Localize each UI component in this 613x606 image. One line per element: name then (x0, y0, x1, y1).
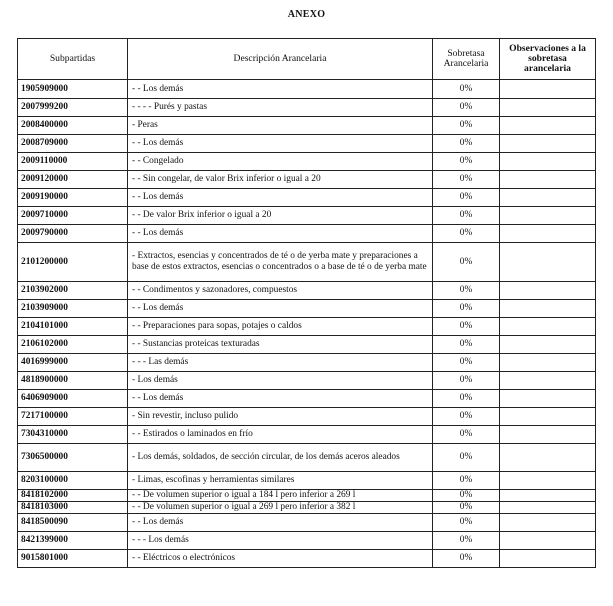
cell-observaciones (500, 444, 596, 472)
cell-subpartida: 8418102000 (18, 490, 128, 502)
cell-sobretasa: 0% (433, 336, 500, 354)
table-body (18, 80, 596, 568)
cell-observaciones (500, 80, 596, 99)
cell-subpartida: 2104101000 (18, 318, 128, 336)
cell-sobretasa: 0% (433, 225, 500, 243)
cell-observaciones (500, 171, 596, 189)
cell-observaciones (500, 153, 596, 171)
cell-descripcion: - - Condimentos y sazonadores, compuestos (128, 282, 433, 300)
cell-descripcion: - - Los demás (128, 300, 433, 318)
cell-sobretasa: 0% (433, 408, 500, 426)
table-row (18, 243, 596, 282)
cell-subpartida: 2106102000 (18, 336, 128, 354)
cell-subpartida: 7304310000 (18, 426, 128, 444)
cell-sobretasa: 0% (433, 207, 500, 225)
cell-observaciones (500, 390, 596, 408)
cell-descripcion: - Los demás (128, 372, 433, 390)
cell-observaciones (500, 514, 596, 532)
cell-subpartida: 2101200000 (18, 243, 128, 282)
cell-sobretasa: 0% (433, 390, 500, 408)
table-row (18, 318, 596, 336)
cell-sobretasa: 0% (433, 472, 500, 490)
cell-sobretasa: 0% (433, 490, 500, 502)
table-row (18, 282, 596, 300)
table-row (18, 80, 596, 99)
cell-observaciones (500, 532, 596, 550)
cell-descripcion: - - - Los demás (128, 532, 433, 550)
table-row (18, 408, 596, 426)
cell-observaciones (500, 207, 596, 225)
cell-subpartida: 2009710000 (18, 207, 128, 225)
cell-descripcion: - - De valor Brix inferior o igual a 20 (128, 207, 433, 225)
cell-subpartida: 2009790000 (18, 225, 128, 243)
table-row (18, 550, 596, 568)
cell-sobretasa: 0% (433, 426, 500, 444)
cell-observaciones (500, 426, 596, 444)
cell-descripcion: - - Sin congelar, de valor Brix inferior o igual a 20 (128, 171, 433, 189)
cell-subpartida: 8418103000 (18, 502, 128, 514)
cell-subpartida: 6406909000 (18, 390, 128, 408)
table-row (18, 354, 596, 372)
table-row (18, 372, 596, 390)
cell-sobretasa: 0% (433, 80, 500, 99)
cell-descripcion: - - - Las demás (128, 354, 433, 372)
cell-subpartida: 2008709000 (18, 135, 128, 153)
cell-descripcion: - - Los demás (128, 514, 433, 532)
cell-descripcion: - - Preparaciones para sopas, potajes o caldos (128, 318, 433, 336)
cell-subpartida: 4818900000 (18, 372, 128, 390)
cell-descripcion: - Los demás, soldados, de sección circular, de los demás aceros aleados (128, 444, 433, 472)
cell-sobretasa: 0% (433, 153, 500, 171)
cell-subpartida: 7306500000 (18, 444, 128, 472)
cell-descripcion: - - Los demás (128, 135, 433, 153)
annex-title: ANEXO (287, 9, 326, 20)
cell-subpartida: 1905909000 (18, 80, 128, 99)
header-subpartidas: Subpartidas (18, 39, 128, 80)
cell-sobretasa: 0% (433, 550, 500, 568)
cell-sobretasa: 0% (433, 372, 500, 390)
table-row (18, 490, 596, 502)
cell-observaciones (500, 490, 596, 502)
cell-observaciones (500, 300, 596, 318)
cell-descripcion: - - Los demás (128, 390, 433, 408)
cell-subpartida: 9015801000 (18, 550, 128, 568)
cell-sobretasa: 0% (433, 282, 500, 300)
table-row (18, 336, 596, 354)
table-row (18, 207, 596, 225)
table-row (18, 225, 596, 243)
cell-sobretasa: 0% (433, 444, 500, 472)
header-descripcion: Descripción Arancelaria (128, 39, 433, 80)
cell-observaciones (500, 550, 596, 568)
cell-descripcion: - - De volumen superior o igual a 269 l pero inferior a 382 l (128, 502, 433, 514)
cell-subpartida: 8421399000 (18, 532, 128, 550)
cell-subpartida: 2103902000 (18, 282, 128, 300)
cell-observaciones (500, 282, 596, 300)
table-row (18, 117, 596, 135)
cell-descripcion: - - Eléctricos o electrónicos (128, 550, 433, 568)
table-row (18, 189, 596, 207)
table-row (18, 300, 596, 318)
cell-observaciones (500, 472, 596, 490)
cell-observaciones (500, 225, 596, 243)
cell-descripcion: - Sin revestir, incluso pulido (128, 408, 433, 426)
cell-subpartida: 2007999200 (18, 99, 128, 117)
cell-sobretasa: 0% (433, 514, 500, 532)
cell-observaciones (500, 189, 596, 207)
cell-sobretasa: 0% (433, 99, 500, 117)
cell-observaciones (500, 336, 596, 354)
cell-descripcion: - Extractos, esencias y concentrados de té o de yerba mate y preparaciones a base de estos extractos, esencias o concentrados o a base de té o de yerba mate (128, 243, 433, 282)
cell-observaciones (500, 117, 596, 135)
table-row (18, 514, 596, 532)
cell-descripcion: - - Sustancias proteicas texturadas (128, 336, 433, 354)
cell-sobretasa: 0% (433, 502, 500, 514)
cell-observaciones (500, 243, 596, 282)
header-observaciones: Observaciones a la sobretasa arancelaria (500, 39, 596, 80)
cell-observaciones (500, 99, 596, 117)
cell-descripcion: - - Los demás (128, 225, 433, 243)
table-row (18, 171, 596, 189)
table-row (18, 99, 596, 117)
cell-sobretasa: 0% (433, 171, 500, 189)
cell-sobretasa: 0% (433, 189, 500, 207)
cell-sobretasa: 0% (433, 300, 500, 318)
cell-sobretasa: 0% (433, 318, 500, 336)
header-sobretasa: Sobretasa Arancelaria (433, 39, 500, 80)
cell-descripcion: - Peras (128, 117, 433, 135)
cell-descripcion: - Limas, escofinas y herramientas similares (128, 472, 433, 490)
cell-descripcion: - - Congelado (128, 153, 433, 171)
cell-observaciones (500, 408, 596, 426)
table-row (18, 426, 596, 444)
cell-subpartida: 2103909000 (18, 300, 128, 318)
cell-sobretasa: 0% (433, 532, 500, 550)
cell-subpartida: 2009110000 (18, 153, 128, 171)
cell-observaciones (500, 372, 596, 390)
table-row (18, 532, 596, 550)
cell-sobretasa: 0% (433, 117, 500, 135)
cell-descripcion: - - Los demás (128, 80, 433, 99)
cell-sobretasa: 0% (433, 243, 500, 282)
cell-subpartida: 2008400000 (18, 117, 128, 135)
cell-subpartida: 8418500090 (18, 514, 128, 532)
cell-descripcion: - - De volumen superior o igual a 184 l pero inferior a 269 l (128, 490, 433, 502)
cell-descripcion: - - Los demás (128, 189, 433, 207)
cell-descripcion: - - - - Purés y pastas (128, 99, 433, 117)
cell-subpartida: 8203100000 (18, 472, 128, 490)
cell-subpartida: 2009120000 (18, 171, 128, 189)
table-row (18, 135, 596, 153)
table-row (18, 472, 596, 490)
cell-observaciones (500, 135, 596, 153)
cell-subpartida: 7217100000 (18, 408, 128, 426)
cell-observaciones (500, 318, 596, 336)
table-row (18, 444, 596, 472)
table-row (18, 390, 596, 408)
cell-subpartida: 2009190000 (18, 189, 128, 207)
table-header-row (18, 39, 596, 80)
cell-observaciones (500, 502, 596, 514)
cell-observaciones (500, 354, 596, 372)
cell-subpartida: 4016999000 (18, 354, 128, 372)
table-row (18, 153, 596, 171)
cell-sobretasa: 0% (433, 135, 500, 153)
cell-descripcion: - - Estirados o laminados en frío (128, 426, 433, 444)
table-row (18, 502, 596, 514)
cell-sobretasa: 0% (433, 354, 500, 372)
tariff-table (17, 38, 596, 568)
